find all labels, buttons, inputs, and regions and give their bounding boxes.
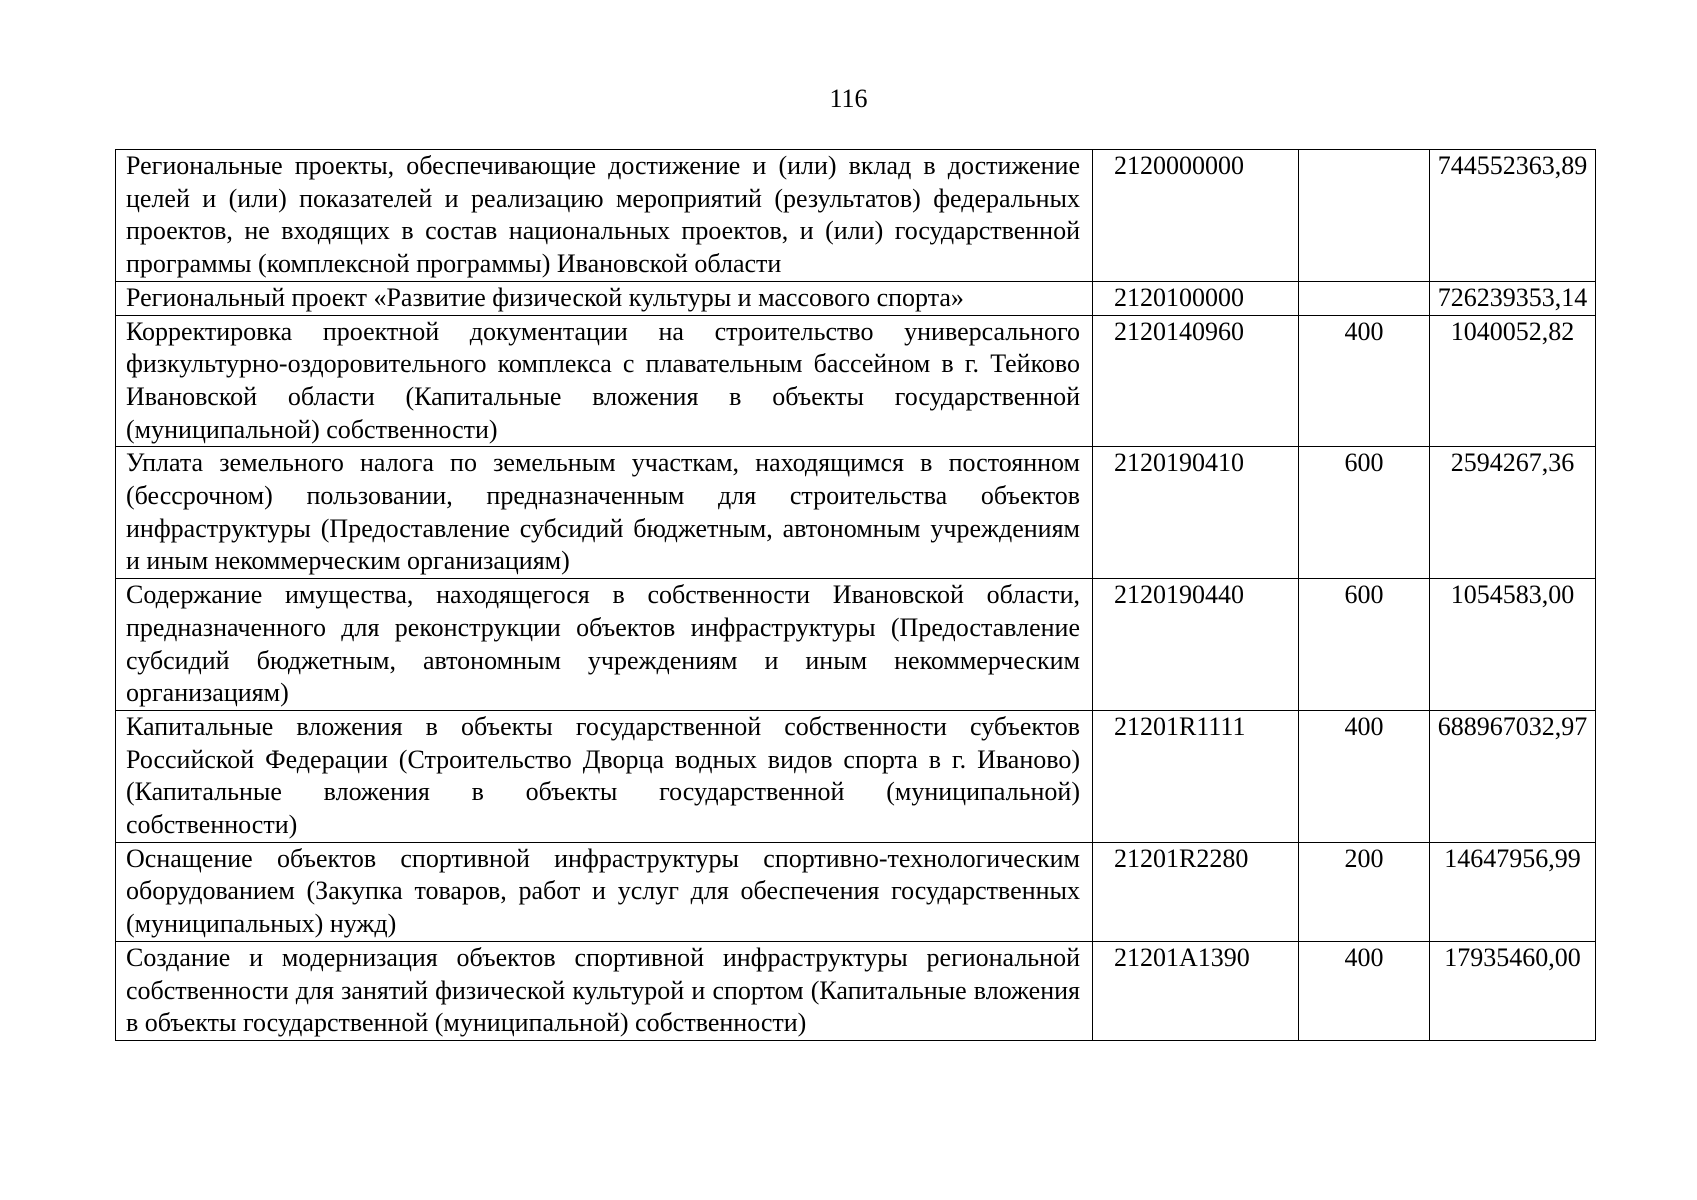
row-amount: 1040052,82	[1430, 315, 1596, 447]
row-code: 2120140960	[1093, 315, 1299, 447]
table-row	[116, 710, 1596, 842]
table-row	[116, 842, 1596, 941]
row-expense-type: 400	[1299, 941, 1430, 1040]
row-amount: 2594267,36	[1430, 447, 1596, 579]
row-code: 2120190440	[1093, 579, 1299, 711]
row-expense-type: 200	[1299, 842, 1430, 941]
row-amount: 744552363,89	[1430, 150, 1596, 282]
table-row	[116, 150, 1596, 282]
row-code: 2120100000	[1093, 281, 1299, 315]
row-expense-type	[1299, 281, 1430, 315]
row-amount: 1054583,00	[1430, 579, 1596, 711]
table-row	[116, 941, 1596, 1040]
row-name: Содержание имущества, находящегося в собственности Ивановской области, предназначенного для реконструкции объектов инфраструктуры (Предоставление субсидий бюджетным, автономным учреждениям и иным некоммерческим организациям)	[116, 579, 1093, 711]
row-expense-type: 600	[1299, 447, 1430, 579]
row-name: Региональные проекты, обеспечивающие достижение и (или) вклад в достижение целей и (или) показателей и реализацию мероприятий (результатов) федеральных проектов, не входящих в состав национальных проектов, и (или) государственной программы (комплексной программы) Ивановской области	[116, 150, 1093, 282]
table-row	[116, 579, 1596, 711]
page-number: 116	[829, 84, 868, 113]
row-name: Оснащение объектов спортивной инфраструктуры спортивно-технологическим оборудованием (Закупка товаров, работ и услуг для обеспечения государственных (муниципальных) нужд)	[116, 842, 1093, 941]
row-expense-type: 400	[1299, 710, 1430, 842]
row-name: Уплата земельного налога по земельным участкам, находящимся в постоянном (бессрочном) пользовании, предназначенным для строительства объектов инфраструктуры (Предоставление субсидий бюджетным, автономным учреждениям и иным некоммерческим организациям)	[116, 447, 1093, 579]
row-name: Корректировка проектной документации на строительство универсального физкультурно-оздоровительного комплекса с плавательным бассейном в г. Тейково Ивановской области (Капитальные вложения в объекты государственной (муниципальной) собственности)	[116, 315, 1093, 447]
row-amount: 726239353,14	[1430, 281, 1596, 315]
row-name: Региональный проект «Развитие физической культуры и массового спорта»	[116, 281, 1093, 315]
row-code: 21201R1111	[1093, 710, 1299, 842]
row-code: 2120000000	[1093, 150, 1299, 282]
row-expense-type	[1299, 150, 1430, 282]
row-name: Создание и модернизация объектов спортивной инфраструктуры региональной собственности для занятий физической культурой и спортом (Капитальные вложения в объекты государственной (муниципальной) собственности)	[116, 941, 1093, 1040]
table-row	[116, 315, 1596, 447]
row-amount: 17935460,00	[1430, 941, 1596, 1040]
budget-table	[115, 149, 1596, 1041]
table-row	[116, 447, 1596, 579]
row-code: 21201A1390	[1093, 941, 1299, 1040]
row-code: 21201R2280	[1093, 842, 1299, 941]
row-code: 2120190410	[1093, 447, 1299, 579]
table-row	[116, 281, 1596, 315]
row-expense-type: 400	[1299, 315, 1430, 447]
row-name: Капитальные вложения в объекты государственной собственности субъектов Российской Федерации (Строительство Дворца водных видов спорта в г. Иваново) (Капитальные вложения в объекты государственной (муниципальной) собственности)	[116, 710, 1093, 842]
row-expense-type: 600	[1299, 579, 1430, 711]
row-amount: 14647956,99	[1430, 842, 1596, 941]
row-amount: 688967032,97	[1430, 710, 1596, 842]
